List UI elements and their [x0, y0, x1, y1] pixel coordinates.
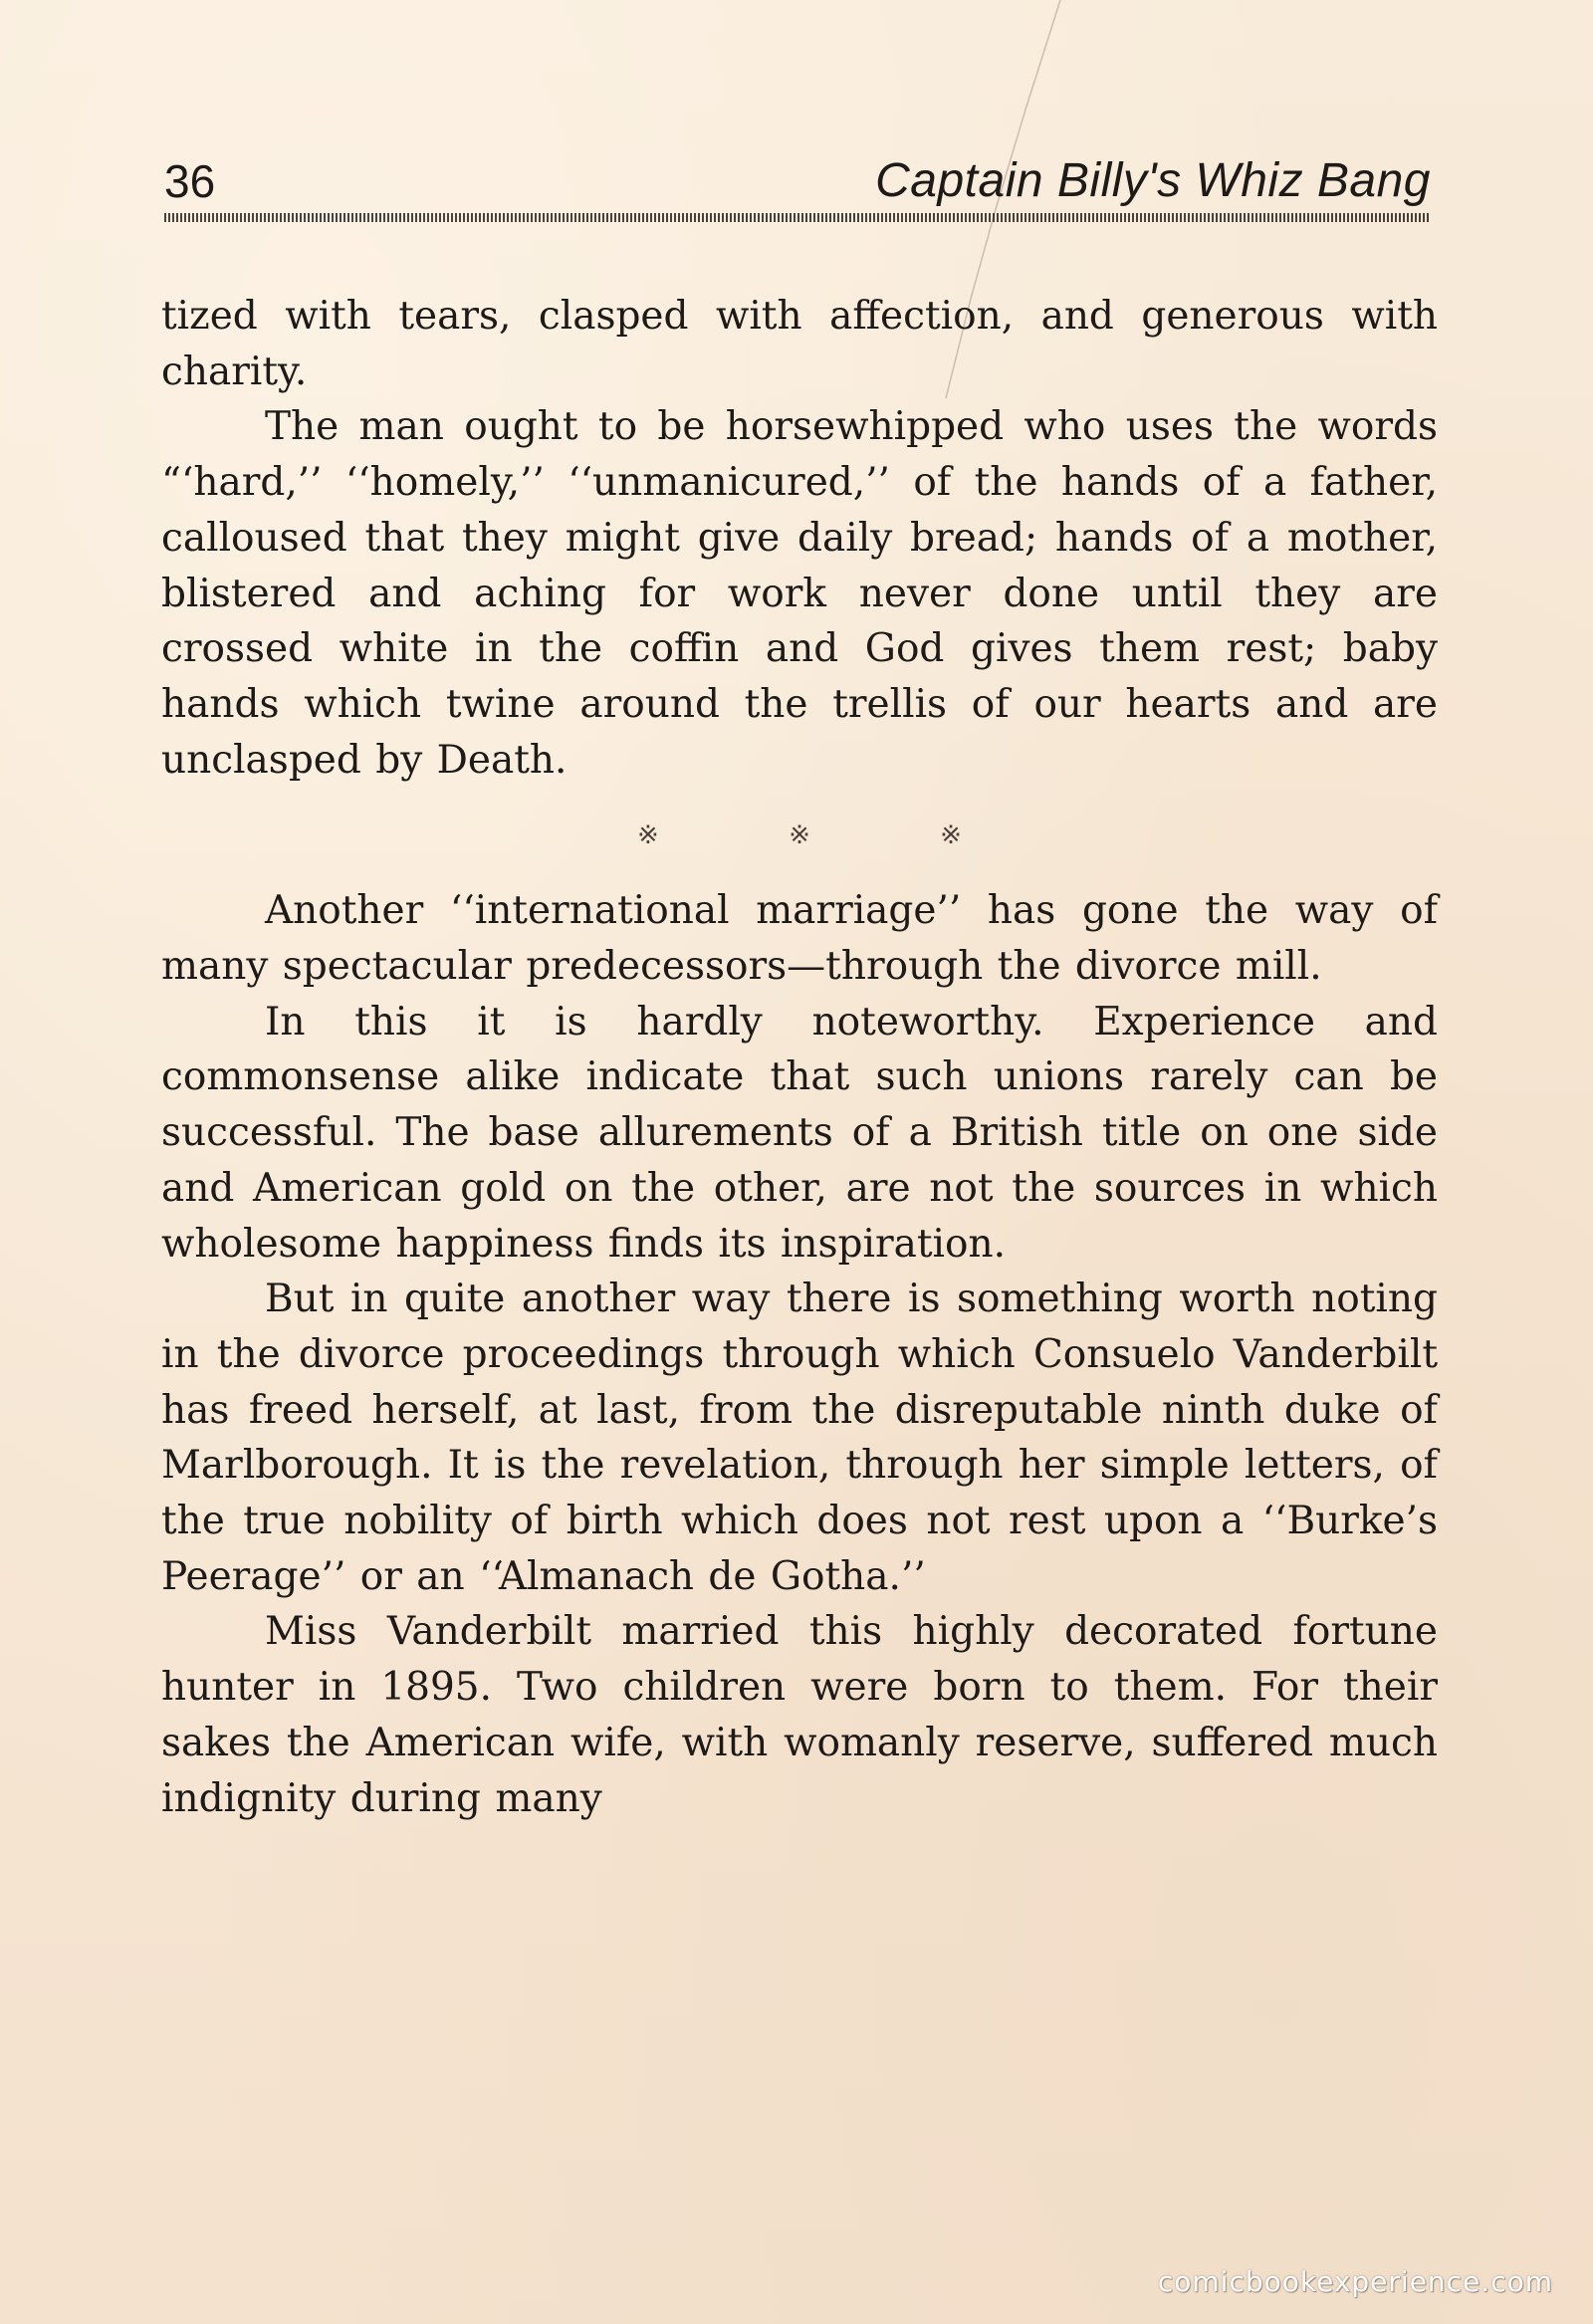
section-separator: ※ ※ ※ — [637, 820, 1022, 851]
page-header — [164, 151, 1431, 213]
header-rule — [164, 213, 1431, 222]
running-title: Captain Billy's Whiz Bang — [875, 154, 1431, 207]
paragraph: Another ‘‘international marriage’’ has gone the way of many spectacular predecessors—through the divorce mill. — [161, 888, 1438, 990]
paragraph: The man ought to be horsewhipped who uses the words “‘hard,’’ ‘‘homely,’’ ‘‘unmanicured,’’ of the hands of a father, calloused that they might give daily bread; hands of a mother, blistered and aching for work never done until they are crossed white in the coffin and God gives them rest; baby hands which twine around the trellis of our hearts and are unclasped by Death. — [161, 404, 1438, 783]
paragraph: tized with tears, clasped with affection, and generous with charity. — [161, 294, 1438, 394]
paragraph: Miss Vanderbilt married this highly decorated fortune hunter in 1895. Two children were born to them. For their sakes the American wife, with womanly reserve, suffered much indignity during many — [161, 1609, 1438, 1821]
body-text — [161, 289, 1438, 1826]
paragraph: But in quite another way there is something worth noting in the divorce proceedings through which Consuelo Vanderbilt has freed herself, at last, from the disreputable ninth duke of Marlborough. It is the revelation, through her simple letters, of the true nobility of birth which does not rest upon a ‘‘Burke’s Peerage’’ or an ‘‘Almanach de Gotha.’’ — [161, 1277, 1438, 1599]
paragraph: In this it is hardly noteworthy. Experience and commonsense alike indicate that such unions rarely can be successful. The base allurements of a British title on one side and American gold on the other, are not the sources in which wholesome happiness finds its inspiration. — [161, 999, 1438, 1267]
watermark: comicbookexperience.com — [1157, 2265, 1553, 2298]
page-number: 36 — [164, 155, 216, 207]
